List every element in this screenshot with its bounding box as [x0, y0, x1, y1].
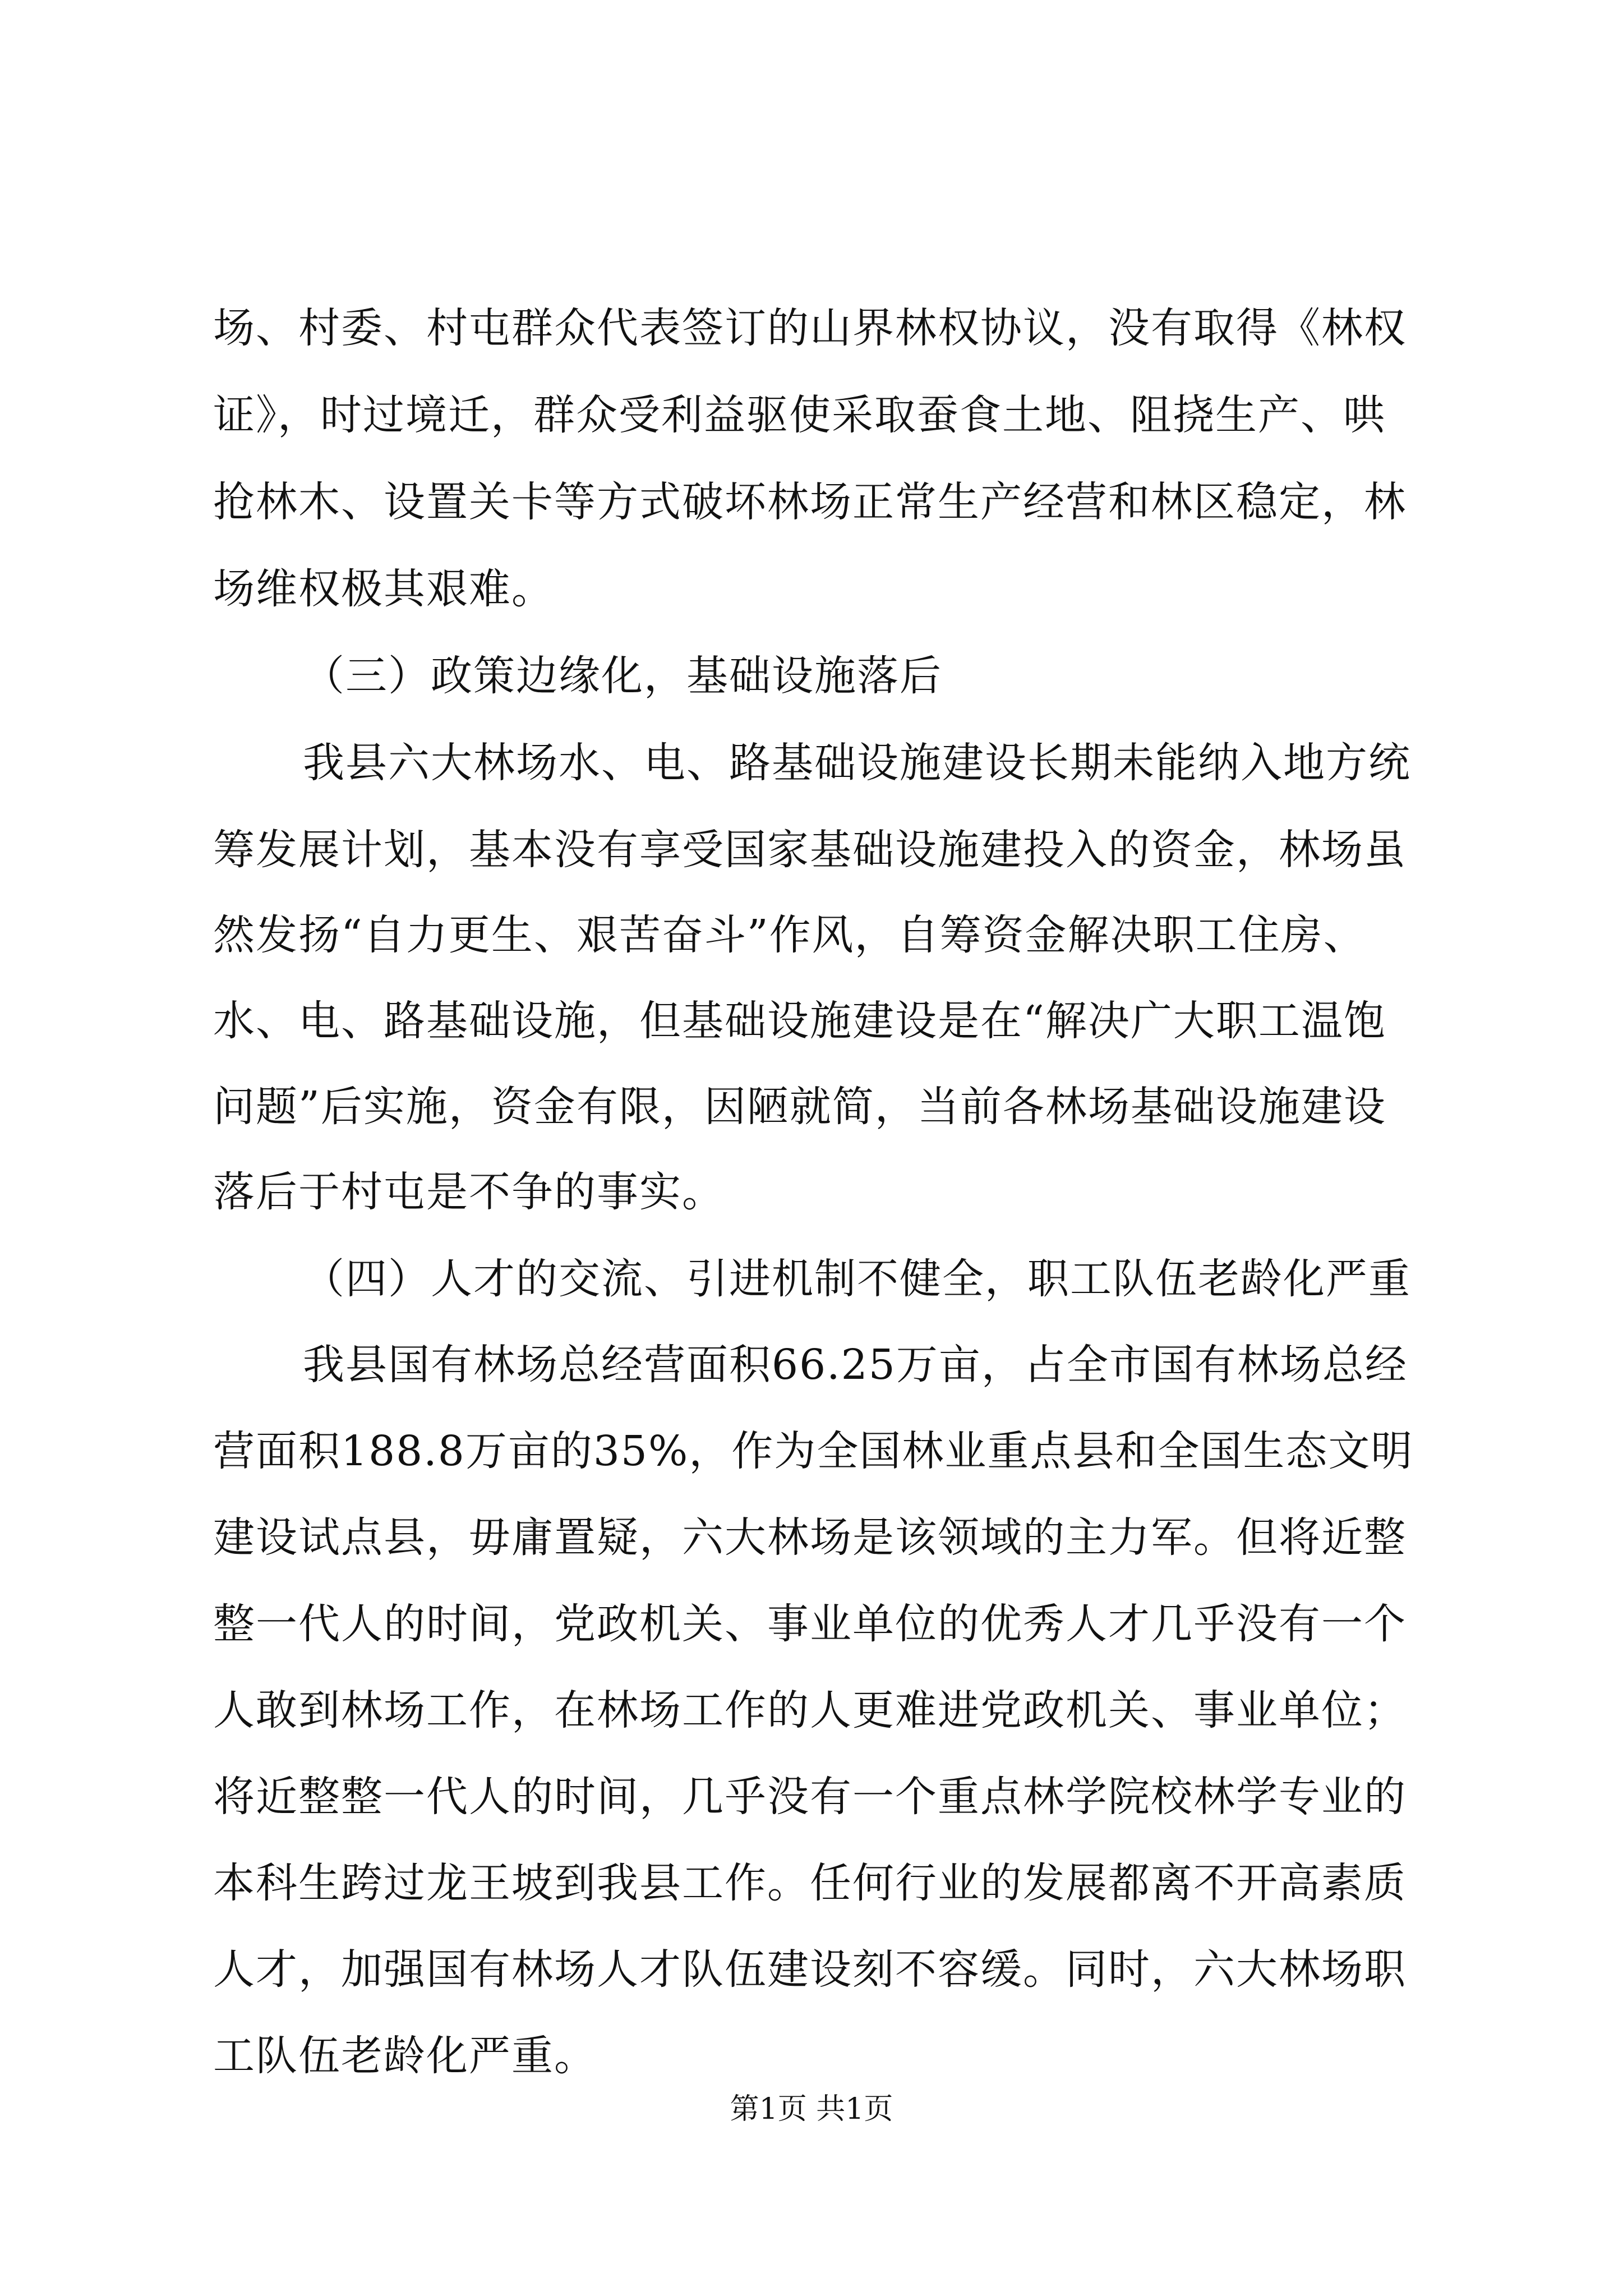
text-line: 场维权极其艰难。 [213, 565, 554, 613]
text-line: 本科生跨过龙王坡到我县工作。任何行业的发展都离不开高素质 [213, 1859, 1407, 1907]
text-line: 水、电、路基础设施，但基础设施建设是在“解决广大职工温饱 [213, 997, 1386, 1045]
text-line: 将近整整一代人的时间，几乎没有一个重点林学院校林学专业的 [213, 1773, 1407, 1821]
section-heading: （四）人才的交流、引进机制不健全，职工队伍老龄化严重 [303, 1255, 1411, 1303]
text-line: 证》，时过境迁，群众受利益驱使采取蚕食土地、阻挠生产、哄 [213, 391, 1386, 439]
section-heading: （三）政策边缘化，基础设施落后 [303, 652, 942, 700]
text-line: 抢林木、设置关卡等方式破坏林场正常生产经营和林区稳定，林 [213, 478, 1407, 526]
text-line: 建设试点县，毋庸置疑，六大林场是该领域的主力军。但将近整 [213, 1513, 1407, 1562]
text-line: 我县六大林场水、电、路基础设施建设长期未能纳入地方统 [303, 739, 1411, 787]
text-line: 整一代人的时间，党政机关、事业单位的优秀人才几乎没有一个 [213, 1600, 1407, 1648]
text-line: 场、村委、村屯群众代表签订的山界林权协议，没有取得《林权 [213, 304, 1407, 352]
text-line: 我县国有林场总经营面积66.25万亩，占全市国有林场总经 [303, 1341, 1408, 1389]
text-line: 落后于村屯是不争的事实。 [213, 1168, 725, 1216]
text-line: 人才，加强国有林场人才队伍建设刻不容缓。同时，六大林场职 [213, 1945, 1407, 1994]
text-line: 筹发展计划，基本没有享受国家基础设施建投入的资金，林场虽 [213, 826, 1407, 874]
text-line: 人敢到林场工作，在林场工作的人更难进党政机关、事业单位； [213, 1686, 1407, 1734]
text-line: 然发扬“自力更生、艰苦奋斗”作风，自筹资金解决职工住房、 [213, 911, 1366, 959]
text-line: 工队伍老龄化严重。 [213, 2032, 597, 2080]
page-footer: 第1页 共1页 [730, 2092, 893, 2126]
text-line: 问题”后实施，资金有限，因陋就简，当前各林场基础设施建设 [213, 1083, 1386, 1131]
text-line: 营面积188.8万亩的35%，作为全国林业重点县和全国生态文明 [213, 1427, 1414, 1475]
